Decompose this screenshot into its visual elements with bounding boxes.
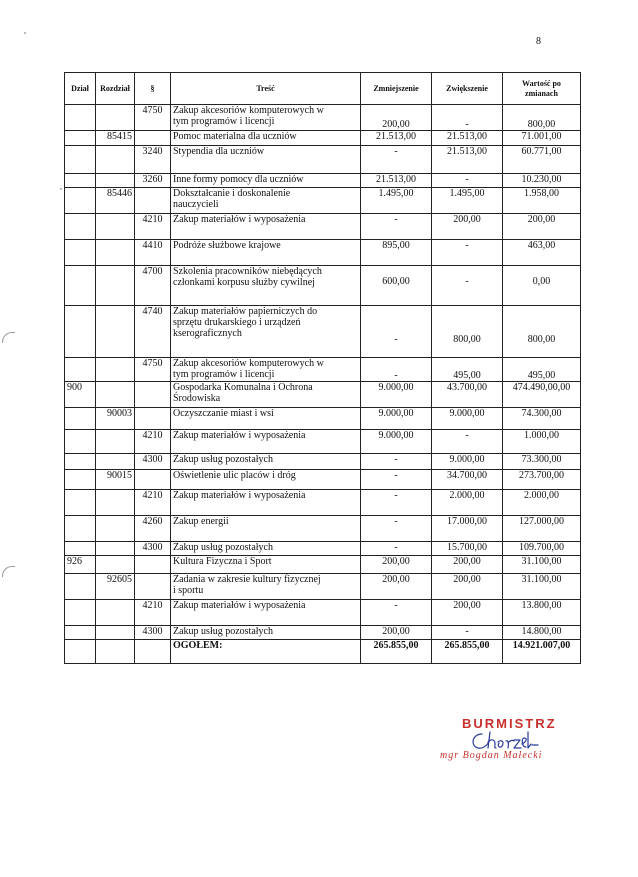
punch-hole-mark bbox=[2, 332, 15, 343]
header-wartosc: Wartość po zmianach bbox=[503, 73, 581, 105]
total-zwiekszenie: 265.855,00 bbox=[432, 640, 503, 664]
budget-changes-table bbox=[64, 72, 581, 664]
signature-title: BURMISTRZ bbox=[462, 716, 557, 731]
scan-speck bbox=[24, 32, 26, 34]
table-row: 4300 Zakup usług pozostałych - 9.000,00 73.300,00 bbox=[65, 454, 581, 470]
total-row bbox=[65, 640, 581, 664]
header-paragraf: § bbox=[135, 73, 171, 105]
table-row: 4750 Zakup akcesoriów komputerowych w tym programów i licencji 200,00 - 800,00 bbox=[65, 105, 581, 131]
punch-hole-mark bbox=[2, 566, 15, 577]
total-wartosc: 14.921.007,00 bbox=[503, 640, 581, 664]
table-row: 90015 Oświetlenie ulic placów i dróg - 34.700,00 273.700,00 bbox=[65, 470, 581, 490]
total-label: OGÓŁEM: bbox=[171, 640, 361, 664]
table-row: 4260 Zakup energii - 17.000,00 127.000,00 bbox=[65, 516, 581, 542]
table-header-row bbox=[65, 73, 581, 105]
table-row: 85446 Dokształcanie i doskonalenie nauczycieli 1.495,00 1.495,00 1.958,00 bbox=[65, 188, 581, 214]
table-row: 4410 Podróże służbowe krajowe 895,00 - 463,00 bbox=[65, 240, 581, 266]
header-zwiekszenie: Zwiększenie bbox=[432, 73, 503, 105]
signature-name: mgr Bogdan Małecki bbox=[440, 750, 543, 761]
table-row: 90003 Oczyszczanie miast i wsi 9.000,00 9.000,00 74.300,00 bbox=[65, 408, 581, 430]
table-row: 3260 Inne formy pomocy dla uczniów 21.513,00 - 10.230,00 bbox=[65, 174, 581, 188]
table-row: 4210 Zakup materiałów i wyposażenia 9.000,00 - 1.000,00 bbox=[65, 430, 581, 454]
table-row: 4300 Zakup usług pozostałych - 15.700,00 109.700,00 bbox=[65, 542, 581, 556]
header-tresc: Treść bbox=[171, 73, 361, 105]
header-dzial: Dział bbox=[65, 73, 96, 105]
page-number: 8 bbox=[536, 36, 541, 47]
header-zmniejszenie: Zmniejszenie bbox=[361, 73, 432, 105]
table-row: 4750 Zakup akcesoriów komputerowych w tym programów i licencji - 495,00 495,00 bbox=[65, 358, 581, 382]
table-row: 4700 Szkolenia pracowników niebędących członkami korpusu służby cywilnej 600,00 - 0,00 bbox=[65, 266, 581, 306]
table-row: 4210 Zakup materiałów i wyposażenia - 200,00 200,00 bbox=[65, 214, 581, 240]
table-row: 900 Gospodarka Komunalna i Ochrona Środowiska 9.000,00 43.700,00 474.490,00,00 bbox=[65, 382, 581, 408]
table-row: 3240 Stypendia dla uczniów - 21.513,00 60.771,00 bbox=[65, 146, 581, 174]
table-row: 85415 Pomoc materialna dla uczniów 21.513,00 21.513,00 71.001,00 bbox=[65, 131, 581, 146]
total-zmniejszenie: 265.855,00 bbox=[361, 640, 432, 664]
scan-speck bbox=[60, 188, 62, 190]
header-rozdzial: Rozdział bbox=[96, 73, 135, 105]
table-row: 926 Kultura Fizyczna i Sport 200,00 200,00 31.100,00 bbox=[65, 556, 581, 574]
table-row: 92605 Zadania w zakresie kultury fizycznej i sportu 200,00 200,00 31.100,00 bbox=[65, 574, 581, 600]
table-row: 4210 Zakup materiałów i wyposażenia - 2.000,00 2.000,00 bbox=[65, 490, 581, 516]
table-row: 4210 Zakup materiałów i wyposażenia - 200,00 13.800,00 bbox=[65, 600, 581, 626]
table-row: 4740 Zakup materiałów papierniczych do sprzętu drukarskiego i urządzeń kserograficznych - 800,00 800,00 bbox=[65, 306, 581, 358]
table-row: 4300 Zakup usług pozostałych 200,00 - 14.800,00 bbox=[65, 626, 581, 640]
